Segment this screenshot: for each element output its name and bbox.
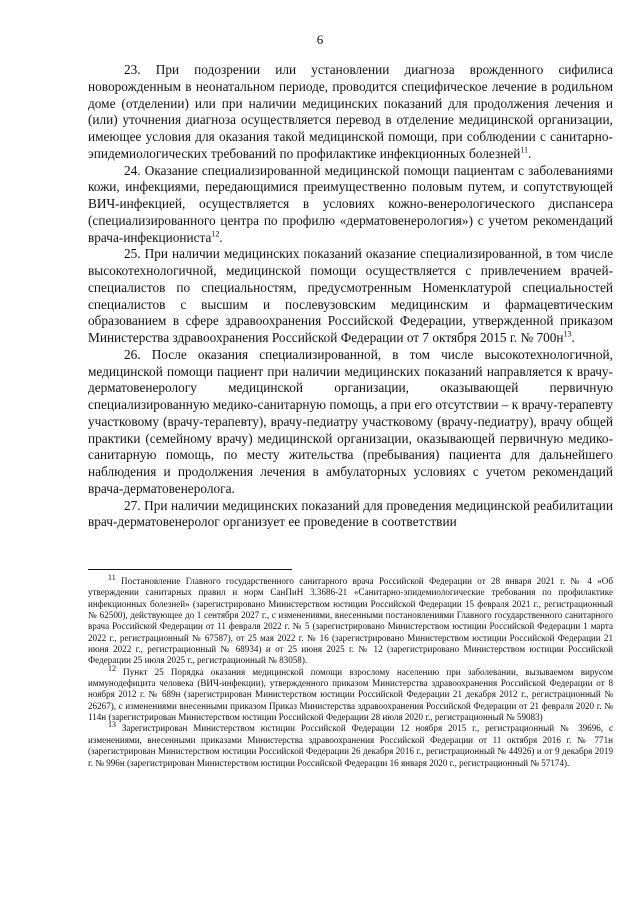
paragraph-26 <box>88 347 613 498</box>
paragraph-23 <box>88 62 613 163</box>
footnote-divider <box>88 569 292 570</box>
paragraph-text: 25. При наличии медицинских показаний оказание специализированной, в том числе высокотехнологичной, медицинской помощи осуществляется с привлечением врачей-специалистов по специальностям, предусмотренным Номенклатурой специальностей специалистов с высшим и послевузовским медицинским и фармацевтическим образованием в сфере здравоохранения Российской Федерации, утвержденной приказом Министерства здравоохранения Российской Федерации от 7 октября 2015 г. № 700н <box>88 246 613 345</box>
footnote-number: 12 <box>108 663 116 673</box>
paragraph-end: . <box>571 330 575 345</box>
footnote-13 <box>88 720 613 768</box>
footnote-12 <box>88 663 613 724</box>
footnote-text: Зарегистрирован Министерством юстиции Российской Федерации 12 ноября 2015 г., регистрационный № 39696, с изменениями, внесенными приказами Министерства здравоохранения Российской Федерации от 11 октября 2016 г. № 771н (зарегистрирован Министерством юстиции Российской Федерации 26 декабря 2016 г., регистрационный № 44926) и от 9 декабря 2019 г. № 996н (зарегистрирован Министерством юстиции Российской Федерации 16 января 2020 г., регистрационный № 57174). <box>88 723 613 768</box>
footnote-11 <box>88 572 613 667</box>
paragraph-text: 24. Оказание специализированной медицинской помощи пациентам с заболеваниями кожи, инфекциями, передающимися преимущественно половым путем, и сопутствующей ВИЧ-инфекцией, осуществляется в условиях кожно-венерологического диспансера (специализированного центра по профилю «дерматовенерология») с учетом рекомендаций врача-инфекциониста <box>88 162 613 245</box>
body-text <box>88 62 613 531</box>
page-number: 6 <box>316 32 324 47</box>
footnote-ref-12[interactable]: 12 <box>211 229 220 239</box>
paragraph-24 <box>88 163 613 247</box>
footnote-ref-13[interactable]: 13 <box>563 329 572 339</box>
paragraph-end: . <box>219 229 223 245</box>
footnote-number: 13 <box>108 720 116 730</box>
footnote-number: 11 <box>108 572 116 582</box>
paragraph-text: 23. При подозрении или установлении диагноза врожденного сифилиса новорожденным в неонатальном периоде, проводится специфическое лечение в родильном доме (отделении) или при наличии медицинских показаний для продолжения лечения и (или) уточнения диагноза осуществляется перевод в отделение медицинской организации, имеющее условия для оказания такой медицинской помощи, при соблюдении с санитарно-эпидемиологических требований по профилактике инфекционных болезней <box>88 62 613 161</box>
footnote-text: Пункт 25 Порядка оказания медицинской помощи взрослому населению при заболевании, вызываемом вирусом иммунодефицита человека (ВИЧ-инфекции), утвержденного приказом Министерства здравоохранения Российской Федерации от 8 ноября 2012 г. № 689н (зарегистрирован Министерством юстиции Российской Федерации 21 декабря 2012 г., регистрационный № 26267), с изменениями внесенными приказом Приказ Министерства здравоохранения Российской Федерации от 21 февраля 2020 г. № 114н (зарегистрирован Министерством юстиции Российской Федерации 28 июля 2020 г., регистрационный № 59083) <box>88 666 613 723</box>
footnotes <box>88 572 613 769</box>
paragraph-27 <box>88 498 613 532</box>
paragraph-25 <box>88 246 613 347</box>
paragraph-text: 26. После оказания специализированной, в том числе высокотехнологичной, медицинской помощи пациент при наличии медицинских показаний направляется к врачу-дерматовенерологу медицинской организации, оказывающей первичную специализированную медико-санитарную помощь, а при его отсутствии – к врачу-терапевту участковому (врачу-терапевту), врачу-педиатру участковому (врачу-педиатру), врачу общей практики (семейному врачу) медицинской организации, оказывающей первичную медико-санитарную помощь, по месту жительства (пребывания) пациента для дальнейшего наблюдения и продолжения лечения в амбулаторных условиях с учетом рекомендаций врача-дерматовенеролога. <box>88 346 613 496</box>
paragraph-text: 27. При наличии медицинских показаний для проведения медицинской реабилитации врач-дерматовенеролог организует ее проведение в соответствии <box>88 497 613 530</box>
footnote-ref-11[interactable]: 11 <box>520 145 529 155</box>
paragraph-end: . <box>528 145 532 161</box>
footnote-text: Постановление Главного государственного санитарного врача Российской Федерации от 28 января 2021 г. № 4 «Об утверждении санитарных правил и норм СанПиН 3.3686-21 «Санитарно-эпидемиологические требования по профилактике инфекционных болезней» (зарегистрировано Министерством юстиции Российской Федерации 15 февраля 2021 г., регистрационный № 62500), действующее до 1 сентября 2027 г., с изменениями, внесенными постановлениями Главного государственного санитарного врача Российской Федерации от 11 февраля 2022 г. № 5 (зарегистрировано Министерством юстиции Российской Федерации 1 марта 2022 г., регистрационный № 67587), от 25 мая 2022 г. № 16 (зарегистрировано Министерством юстиции Российской Федерации 21 июня 2022 г., регистрационный № 68934) и от 25 июня 2025 г. № 12 (зарегистрировано Министерством юстиции Российской Федерации 25 июля 2025 г., регистрационный № 83058). <box>88 576 613 666</box>
